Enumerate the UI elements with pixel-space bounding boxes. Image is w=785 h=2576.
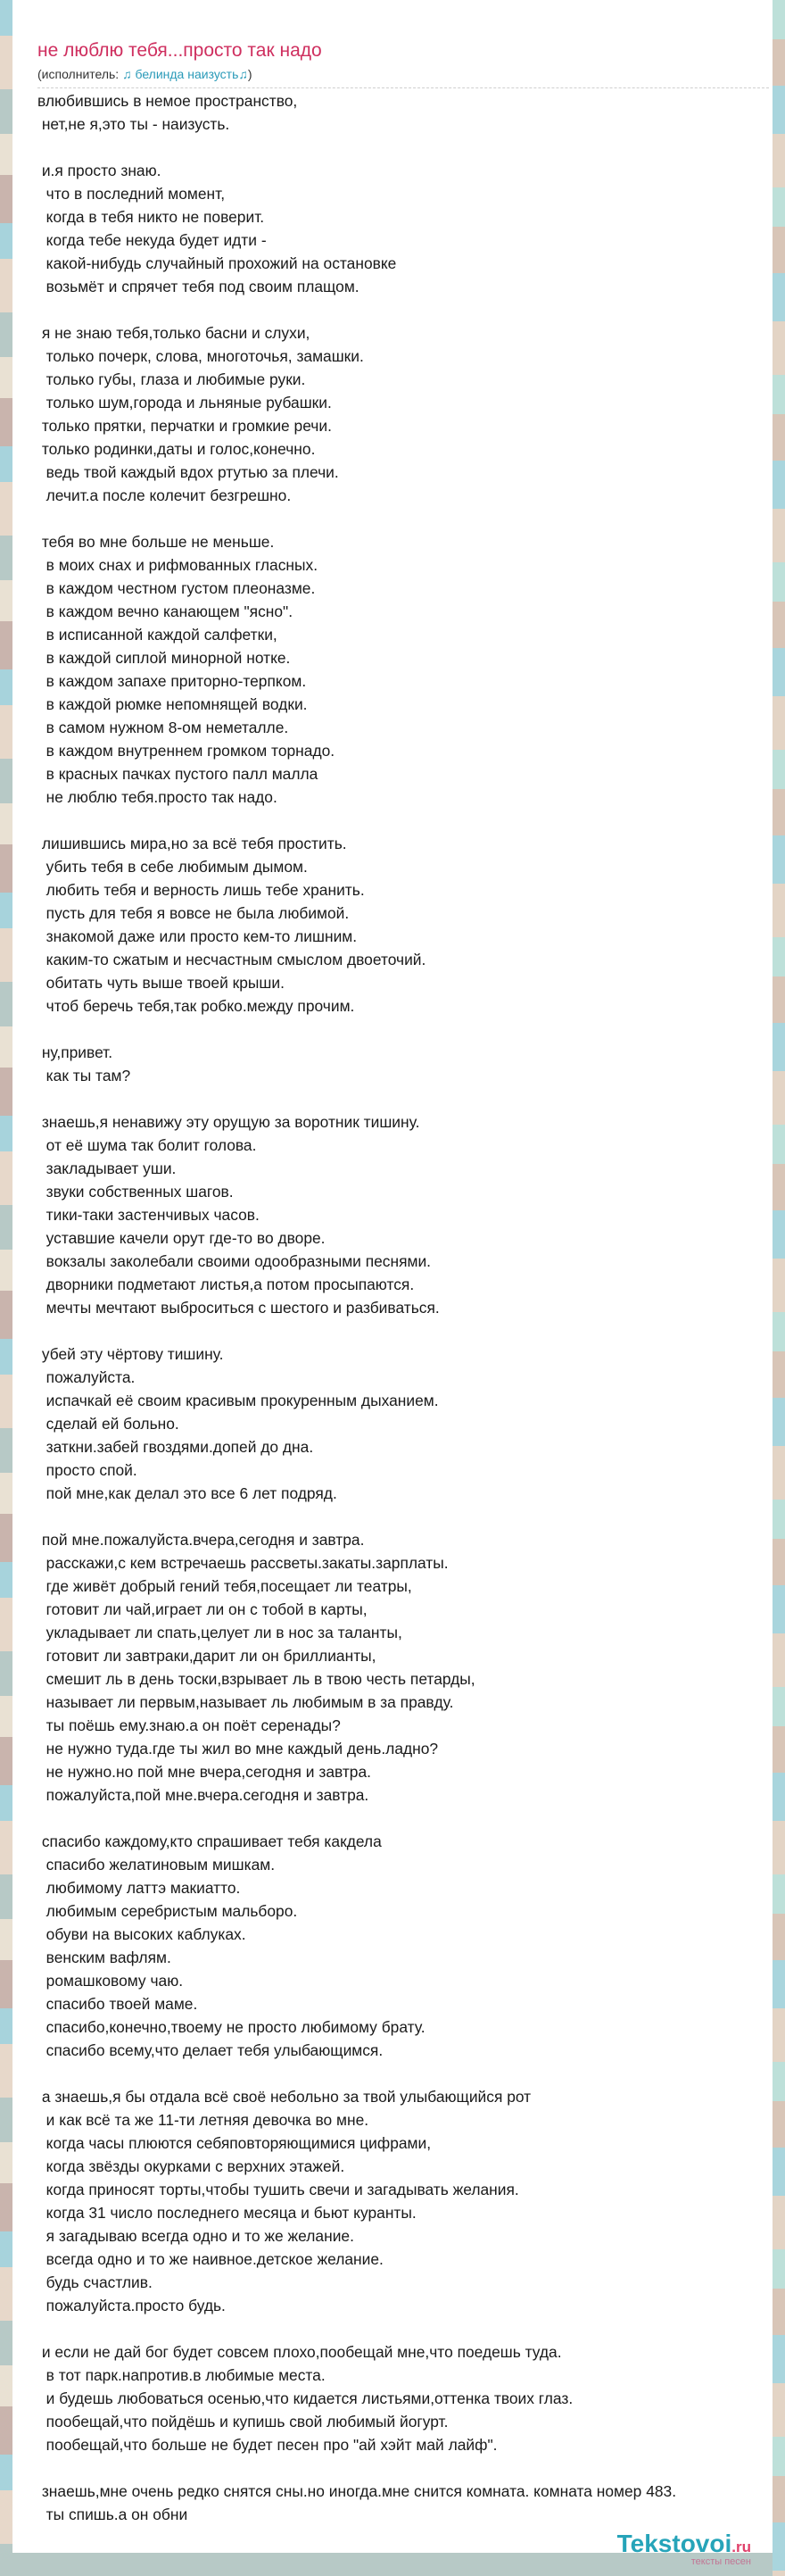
lyric-line: ну,привет. [37, 1043, 113, 1061]
lyric-line: пусть для тебя я вовсе не была любимой. [37, 904, 350, 922]
lyric-line: обитать чуть выше твоей крыши. [37, 974, 285, 992]
lyric-line [37, 809, 769, 832]
lyric-line: только губы, глаза и любимые руки. [37, 370, 306, 388]
lyric-line: в моих снах и рифмованных гласных. [37, 556, 318, 574]
lyric-line: где живёт добрый гений тебя,посещает ли театры, [37, 1577, 412, 1595]
lyric-line: когда в тебя никто не поверит. [37, 208, 265, 226]
lyric-line [37, 1087, 769, 1110]
lyric-line: чтоб беречь тебя,так робко.между прочим. [37, 997, 355, 1015]
lyric-line: готовит ли чай,играет ли он с тобой в карты, [37, 1600, 368, 1618]
lyric-line: мечты мечтают выброситься с шестого и разбиваться. [37, 1299, 440, 1317]
lyric-line: всегда одно и то же наивное.детское желание. [37, 2250, 384, 2268]
lyric-line: когда звёзды окурками с верхних этажей. [37, 2157, 345, 2175]
lyric-line: уставшие качели орут где-то во дворе. [37, 1229, 326, 1247]
lyric-line: когда тебе некуда будет идти - [37, 231, 267, 249]
logo-tagline: тексты песен [690, 2556, 751, 2567]
lyric-line: в тот парк.напротив.в любимые места. [37, 2366, 326, 2384]
lyric-line: тебя во мне больше не меньше. [37, 533, 275, 551]
logo-brand: Tekstovoi [616, 2530, 732, 2557]
lyric-line: любимым серебристым мальборо. [37, 1902, 298, 1920]
lyric-line: убить тебя в себе любимым дымом. [37, 858, 308, 876]
lyric-line: сделай ей больно. [37, 1415, 179, 1433]
lyric-line [37, 136, 769, 159]
lyric-line: в самом нужном 8-ом неметалле. [37, 719, 289, 736]
lyric-line: ты спишь.а он обни [37, 2505, 188, 2523]
lyric-line: нет,не я,это ты - наизусть. [37, 115, 230, 133]
lyric-line: лечит.а после колечит безгрешно. [37, 486, 292, 504]
lyric-line: в красных пачках пустого палл малла [37, 765, 318, 783]
lyric-line [37, 507, 769, 530]
lyric-line: в каждом вечно канающем "ясно". [37, 602, 293, 620]
lyric-line: убей эту чёртову тишину. [37, 1345, 224, 1363]
lyric-line: в каждой рюмке непомнящей водки. [37, 695, 308, 713]
lyric-line: в исписанной каждой салфетки, [37, 626, 277, 644]
lyric-line: пожалуйста,пой мне.вчера.сегодня и завтра. [37, 1786, 369, 1804]
lyric-line: когда часы плюются себяповторяющимися цифрами, [37, 2134, 432, 2152]
lyric-line: не люблю тебя.просто так надо. [37, 788, 277, 806]
lyric-line: закладывает уши. [37, 1159, 177, 1177]
lyric-line: влюбившись в немое пространство, [37, 92, 298, 110]
lyric-line: в каждой сиплой минорной нотке. [37, 649, 291, 667]
lyric-line: только шум,города и льняные рубашки. [37, 394, 332, 411]
lyric-line: когда 31 число последнего месяца и бьют куранты. [37, 2204, 417, 2222]
lyric-line [37, 2456, 769, 2480]
lyric-line: пожалуйста. [37, 1368, 136, 1386]
lyric-line: испачкай её своим красивым прокуренным дыханием. [37, 1392, 439, 1409]
lyric-line: знаешь,я ненавижу эту орущую за воротник тишину. [37, 1113, 420, 1131]
lyric-line: каким-то сжатым и несчастным смыслом двоеточий. [37, 951, 426, 968]
lyric-line: спасибо твоей маме. [37, 1995, 198, 2013]
lyric-line: от её шума так болит голова. [37, 1136, 257, 1154]
lyric-line: какой-нибудь случайный прохожий на остановке [37, 254, 397, 272]
lyric-line [37, 1807, 769, 1830]
lyric-line: пообещай,что больше не будет песен про "ай хэйт май лайф". [37, 2436, 498, 2454]
lyric-line: в каждом внутреннем громком торнадо. [37, 742, 335, 760]
lyric-line: и если не дай бог будет совсем плохо,пообещай мне,что поедешь туда. [37, 2343, 562, 2361]
artist-link[interactable]: ♫ белинда наизусть♫ [122, 67, 248, 81]
logo-tld: .ru [731, 2539, 751, 2555]
lyric-line: дворники подметают листья,а потом просыпаются. [37, 1276, 415, 1293]
lyric-line: пой мне,как делал это все 6 лет подряд. [37, 1484, 337, 1502]
artist-suffix: ) [247, 67, 252, 81]
lyric-line: смешит ль в день тоски,взрывает ль в твою честь петарды, [37, 1670, 475, 1688]
song-header [12, 0, 773, 88]
lyric-line: спасибо всему,что делает тебя улыбающимся. [37, 2041, 384, 2059]
lyric-line: знакомой даже или просто кем-то лишним. [37, 927, 358, 945]
lyric-line: расскажи,с кем встречаешь рассветы.закаты.зарплаты. [37, 1554, 449, 1572]
lyric-line: вокзалы заколебали своими одообразными песнями. [37, 1252, 431, 1270]
lyric-line: я загадываю всегда одно и то же желание. [37, 2227, 354, 2245]
lyric-line: а знаешь,я бы отдала всё своё небольно за твой улыбающийся рот [37, 2088, 532, 2106]
lyric-line: будь счастлив. [37, 2273, 153, 2291]
lyric-line: спасибо каждому,кто спрашивает тебя какдела [37, 1832, 382, 1850]
lyric-line [37, 1319, 769, 1342]
lyric-line: только почерк, слова, многоточья, замашки. [37, 347, 364, 365]
lyrics-card [12, 0, 773, 2553]
lyric-line: пообещай,что пойдёшь и купишь свой любимый йогурт. [37, 2413, 449, 2431]
lyric-line: возьмёт и спрячет тебя под своим плащом. [37, 278, 359, 295]
lyric-line: что в последний момент, [37, 185, 226, 203]
lyric-line: обуви на высоких каблуках. [37, 1925, 246, 1943]
decorative-stripe-right [773, 0, 785, 2576]
lyric-line: и.я просто знаю. [37, 162, 161, 179]
lyric-line [37, 1505, 769, 1528]
lyric-line: пой мне.пожалуйста.вчера,сегодня и завтра. [37, 1531, 365, 1549]
site-logo[interactable] [617, 2530, 751, 2567]
lyric-line [37, 1018, 769, 1041]
lyric-line: звуки собственных шагов. [37, 1183, 234, 1201]
lyric-line: спасибо желатиновым мишкам. [37, 1856, 276, 1874]
lyric-line: ромашковому чаю. [37, 1972, 184, 1990]
lyric-line: как ты там? [37, 1067, 131, 1084]
lyric-line [37, 2062, 769, 2085]
lyric-line: ты поёшь ему.знаю.а он поёт серенады? [37, 1716, 341, 1734]
lyric-line: готовит ли завтраки,дарит ли он бриллианты, [37, 1647, 376, 1665]
artist-line [37, 66, 769, 88]
lyric-line: только родинки,даты и голос,конечно. [37, 440, 316, 458]
lyric-line: укладывает ли спать,целует ли в нос за таланты, [37, 1624, 402, 1641]
lyric-line: не нужно.но пой мне вчера,сегодня и завтра. [37, 1763, 371, 1781]
lyric-line: называет ли первым,называет ль любимым в за правду. [37, 1693, 454, 1711]
lyric-line: не нужно туда.где ты жил во мне каждый день.ладно? [37, 1740, 439, 1757]
lyric-line: знаешь,мне очень редко снятся сны.но иногда.мне снится комната. комната номер 483. [37, 2482, 677, 2500]
artist-prefix: (исполнитель: [37, 67, 123, 81]
lyric-line: и будешь любоваться осенью,что кидается листьями,оттенка твоих глаз. [37, 2389, 574, 2407]
lyric-line: спасибо,конечно,твоему не просто любимому брату. [37, 2018, 426, 2036]
lyric-line: когда приносят торты,чтобы тушить свечи и загадывать желания. [37, 2181, 519, 2198]
lyric-line: заткни.забей гвоздями.допей до дна. [37, 1438, 314, 1456]
lyric-line: просто спой. [37, 1461, 137, 1479]
lyric-line: венским вафлям. [37, 1949, 171, 1966]
lyric-line: любимому латтэ макиатто. [37, 1879, 241, 1897]
lyric-line [37, 2317, 769, 2340]
lyric-line: пожалуйста.просто будь. [37, 2297, 226, 2314]
lyric-line: я не знаю тебя,только басни и слухи, [37, 324, 310, 342]
lyric-line: только прятки, перчатки и громкие речи. [37, 417, 332, 435]
lyric-line: в каждом честном густом плеоназме. [37, 579, 316, 597]
lyric-line [37, 298, 769, 321]
lyric-line: любить тебя и верность лишь тебе хранить. [37, 881, 365, 899]
lyric-line: ведь твой каждый вдох ртутью за плечи. [37, 463, 339, 481]
lyric-line: и как всё та же 11-ти летняя девочка во мне. [37, 2111, 369, 2129]
lyric-line: лишившись мира,но за всё тебя простить. [37, 835, 347, 852]
song-title: не люблю тебя...просто так надо [37, 40, 322, 61]
lyrics-text [37, 89, 769, 2526]
lyric-line: в каждом запахе приторно-терпком. [37, 672, 307, 690]
lyric-line: тики-таки застенчивых часов. [37, 1206, 260, 1224]
